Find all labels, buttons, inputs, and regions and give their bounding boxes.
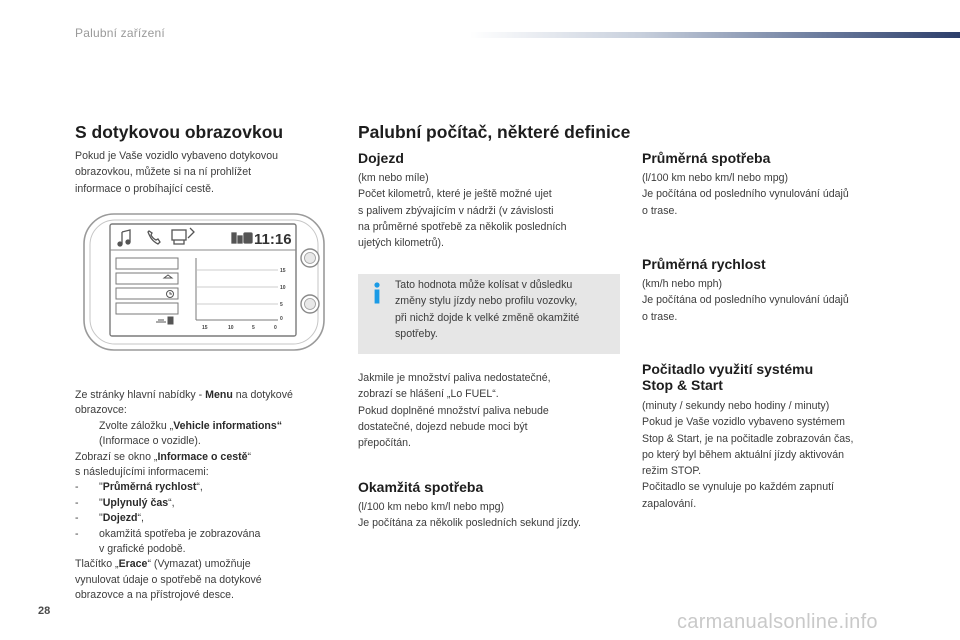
info-row-1 (116, 258, 178, 269)
okamzita-title: Okamžitá spotřeba (358, 479, 484, 495)
dojezd-text (358, 170, 566, 251)
text-line: obrazovkou, můžete si na ní prohlížet (75, 166, 252, 179)
clock-readout: 11:16 (254, 231, 292, 248)
bullet-item: Zvolte záložku „Vehicle informations“ (75, 419, 333, 434)
stop-start-title (642, 361, 813, 393)
text-line: informace o probíhající cestě. (75, 182, 214, 195)
knob-top (301, 249, 319, 267)
text-line: Pokud doplněné množství paliva nebude (358, 404, 549, 417)
text-line: (minuty / sekundy nebo hodiny / minuty) (642, 400, 830, 412)
text-line: v grafické podobě. (99, 543, 186, 556)
header-bar (470, 32, 960, 38)
okamzita-text (358, 499, 581, 532)
text-line: Stop & Start, je na počitadle zobrazován čas, (642, 432, 854, 445)
bullet-marker (75, 419, 99, 434)
knob-bottom (301, 295, 319, 313)
text-line: Je počítána za několik posledních sekund jízdy. (358, 517, 581, 530)
prumerna-rychlost-text (642, 276, 849, 325)
text-line: o trase. (642, 310, 678, 323)
dojezd-after-text (358, 370, 551, 451)
text-line: Tlačítko „Erace“ (Vymazat) umožňuje (75, 558, 251, 571)
left-heading: S dotykovou obrazovkou (75, 122, 284, 142)
touchscreen-illustration (82, 212, 326, 352)
text-line: Pokud je Vaše vozidlo vybaveno dotykovou (75, 150, 278, 162)
info-row-4 (116, 303, 178, 314)
left-intro (75, 148, 278, 197)
text-line: (Informace o vozidle). (99, 435, 201, 448)
scale-y-label: 15 (280, 268, 286, 274)
prumerna-rychlost-title: Průměrná rychlost (642, 256, 766, 272)
text-line: Jakmile je množství paliva nedostatečné, (358, 372, 551, 384)
text-line: na průměrné spotřebě za několik posledních (358, 220, 567, 233)
text-line: Je počítána od posledního vynulování údajů (642, 294, 849, 307)
section-title: Palubní zařízení (75, 26, 165, 40)
scale-y-label: 0 (280, 316, 283, 322)
text-line: Tato hodnota může kolísat v důsledku (395, 279, 573, 291)
text-line: při nichž dojde k velké změně okamžité (395, 311, 580, 324)
text-line: změny stylu jízdy nebo profilu vozovky, (395, 295, 578, 308)
watermark: carmanualsonline.info (677, 611, 878, 633)
text-line: Zobrazí se okno „Informace o cestě“ (75, 450, 252, 463)
text-line: Pokud je Vaše vozidlo vybaveno systémem (642, 416, 845, 429)
stop-start-text (642, 398, 853, 512)
scale-x-label: 0 (274, 325, 277, 331)
text-line: (km nebo míle) (358, 172, 429, 184)
text-line: po který byl během aktuální jízdy aktivován (642, 448, 844, 461)
text-line: (km/h nebo mph) (642, 278, 723, 290)
text-line: Ze stránky hlavní nabídky - Menu na dotykové (75, 389, 293, 401)
scale-x-label: 5 (252, 325, 255, 331)
scale-x-label: 10 (228, 325, 234, 331)
scale-x-label: 15 (202, 325, 208, 331)
text-line: zapalování. (642, 497, 697, 510)
scale-y-label: 10 (280, 285, 286, 291)
text-line: (l/100 km nebo km/l nebo mpg) (642, 172, 789, 184)
dojezd-title: Dojezd (358, 150, 404, 166)
text-line: zobrazí se hlášení „Lo FUEL“. (358, 388, 499, 401)
text-line: vynulovat údaje o spotřebě na dotykové (75, 573, 262, 586)
right-heading: Palubní počítač, některé definice (358, 122, 631, 142)
text-line: (l/100 km nebo km/l nebo mpg) (358, 501, 505, 513)
text-line: režim STOP. (642, 465, 702, 478)
battery-icon (244, 233, 252, 243)
text-line: s následujícími informacemi: (75, 466, 209, 479)
text-line: o trase. (642, 204, 678, 217)
text-line: ujetých kilometrů). (358, 237, 444, 250)
text-line: přepočítán. (358, 437, 412, 450)
prumerna-spotreba-title: Průměrná spotřeba (642, 150, 771, 166)
signal-icon (232, 233, 236, 243)
text-line: obrazovce: (75, 404, 127, 417)
text-line: spotřeby. (395, 327, 438, 340)
text-line: Počitadlo se vynuluje po každém zapnutí (642, 481, 834, 494)
title-line: Počitadlo využití systému (642, 361, 814, 377)
menu-instructions (75, 388, 333, 604)
info-icon (372, 282, 382, 304)
text-line: s palivem zbývajícím v nádrži (v závislosti (358, 204, 554, 217)
scale-y-label: 5 (280, 302, 283, 308)
list-item: - "Uplynulý čas“, (75, 496, 175, 509)
text-line: dostatečné, dojezd nebude moci být (358, 420, 528, 433)
text-line: Je počítána od posledního vynulování údajů (642, 188, 849, 201)
text-line: obrazovce a na přístrojové desce. (75, 589, 234, 602)
info-note-box (358, 274, 620, 354)
title-line: Stop & Start (642, 377, 723, 393)
list-item: - "Dojezd“, (75, 512, 144, 525)
list-item: - okamžitá spotřeba je zobrazována (75, 527, 261, 540)
fuel-pump-icon (168, 317, 173, 324)
list-item: - "Průměrná rychlost“, (75, 481, 203, 494)
page-number: 28 (38, 605, 51, 617)
prumerna-spotreba-text (642, 170, 849, 219)
text-line: Počet kilometrů, které je ještě možné ujet (358, 188, 552, 201)
